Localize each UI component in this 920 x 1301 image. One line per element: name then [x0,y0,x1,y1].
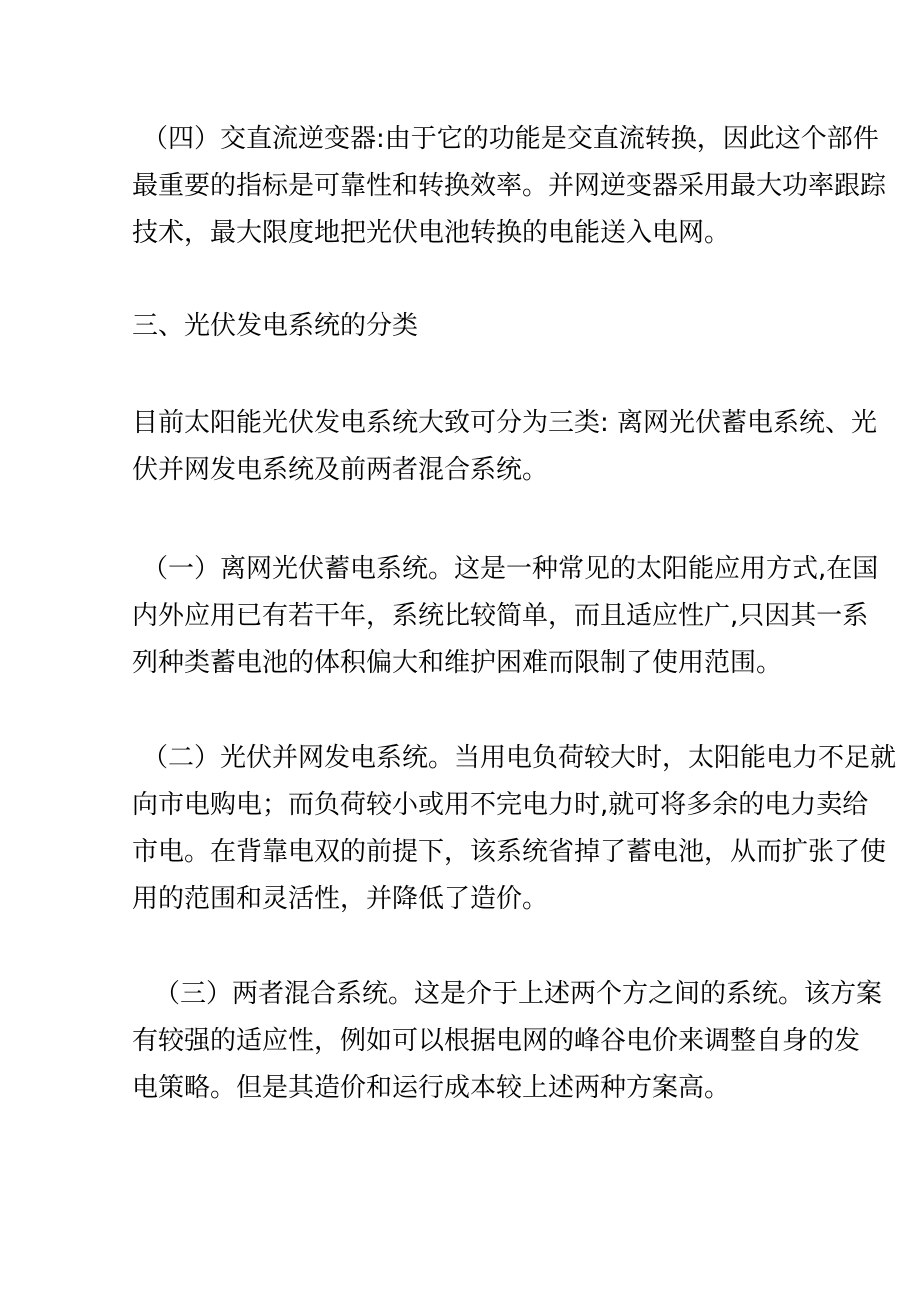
paragraph-line: （三）两者混合系统。这是介于上述两个方之间的系统。该方案 [154,979,883,1009]
paragraph-inverter [132,116,887,257]
paragraph-line: （四）交直流逆变器:由于它的功能是交直流转换，因此这个部件 [142,124,879,154]
paragraph-line: 内外应用已有若干年，系统比较简单，而且适应性广,只因其一系 [132,601,869,631]
document-body [132,116,897,1112]
paragraph-overview [132,400,878,494]
paragraph-line: 用的范围和灵活性，并降低了造价。 [132,884,549,914]
paragraph-hybrid [132,971,883,1112]
paragraph-line: 向市电购电；而负荷较小或用不完电力时,就可将多余的电力卖给 [132,790,869,820]
paragraph-gridtie [132,735,897,923]
section-heading-text: 三、光伏发电系统的分类 [132,311,419,341]
paragraph-line: （一）离网光伏蓄电系统。这是一种常见的太阳能应用方式,在国 [142,554,879,584]
paragraph-line: 有较强的适应性，例如可以根据电网的峰谷电价来调整自身的发 [132,1026,861,1056]
paragraph-line: 技术，最大限度地把光伏电池转换的电能送入电网。 [132,218,731,248]
paragraph-line: 最重要的指标是可靠性和转换效率。并网逆变器采用最大功率跟踪 [132,171,887,201]
section-heading [132,303,802,350]
paragraph-line: 市电。在背靠电双的前提下，该系统省掉了蓄电池，从而扩张了使 [132,837,887,867]
paragraph-line: （二）光伏并网发电系统。当用电负荷较大时，太阳能电力不足就 [142,743,897,773]
paragraph-line: 目前太阳能光伏发电系统大致可分为三类: 离网光伏蓄电系统、光 [132,408,878,438]
paragraph-line: 列种类蓄电池的体积偏大和维护困难而限制了使用范围。 [132,648,783,678]
paragraph-line: 伏并网发电系统及前两者混合系统。 [132,455,549,485]
paragraph-offgrid [132,546,879,687]
paragraph-line: 电策略。但是其造价和运行成本较上述两种方案高。 [132,1073,731,1103]
